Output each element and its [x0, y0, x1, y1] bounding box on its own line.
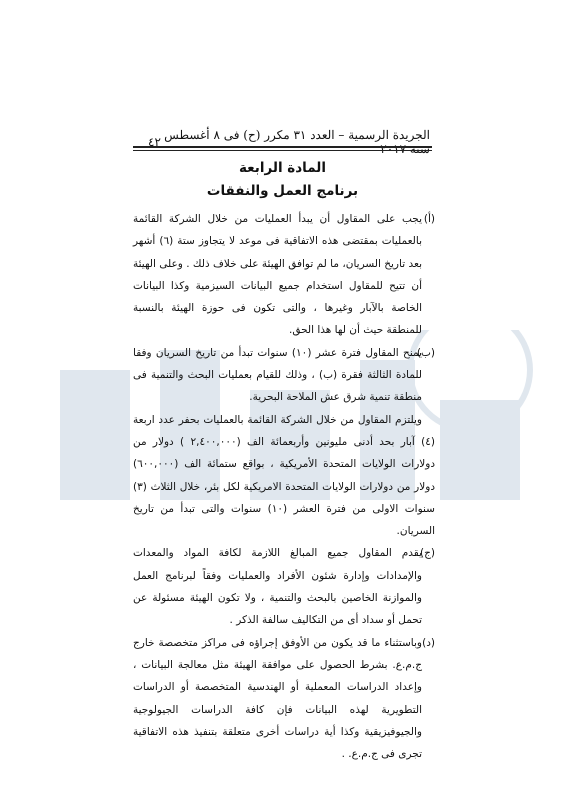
article-body [133, 208, 435, 765]
header-divider-thin [133, 150, 432, 151]
paragraph-mark: (أ) [423, 213, 435, 225]
paragraph-text: يمنح المقاول فترة عشر (١٠) سنوات تبدأ من تاريخ السريان وفقا للمادة الثالثة فقرة (ب) ، وذلك للقيام بعمليات البحث والتنمية فى منطقة تنمية شرق عش الملاحة البحرية. [133, 346, 422, 404]
paragraph-mark: (ب) [416, 346, 435, 359]
paragraph-text: يقدم المقاول جميع المبالغ اللازمة لكافة المواد والمعدات والإمدادات وإدارة شئون الأفراد والعمليات وفقاً لبرنامج العمل والموازنة الخاصين بالبحث والتنمية ، ولا تكون الهيئة مسئولة عن تحمل أو سداد أى من التكاليف سالفة الذكر . [133, 547, 422, 627]
paragraph-d [133, 632, 435, 766]
paragraph-mark: (ج) [420, 547, 435, 560]
page-header [148, 128, 430, 156]
paragraph-mark: (د) [422, 636, 435, 649]
article-title: المادة الرابعة [238, 160, 326, 176]
paragraph-c [133, 542, 435, 631]
paragraph-a [133, 208, 435, 342]
paragraph-text: وباستثناء ما قد يكون من الأوفق إجراؤه فى مراكز متخصصة خارج ج.م.ع. بشرط الحصول على موافقة الهيئة مثل معالجة البيانات ، وإعداد الدراسات المعملية أو الهندسية المتخصصة أو الدراسات التطويرية لهذه البيانات فإن كافة الدراسات الجيولوجية والجيوفيزيقية وكذا أية دراسات أخرى متعلقة بتنفيذ هذه الاتفاقية تجرى فى ج.م.ع. . [133, 636, 422, 761]
paragraph-b [133, 342, 435, 409]
paragraph-text: يجب على المقاول أن يبدأ العمليات من خلال الشركة القائمة بالعمليات بمقتضى هذه الاتفاقية فى موعد لا يتجاوز ستة (٦) أشهر بعد تاريخ السريان، ما لم توافق الهيئة على خلاف ذلك . وعلى الهيئة أن تتيح للمقاول استخدام جميع البيانات السيزمية وكذا البيانات الخاصة بالآبار وغيرها ، والتى تكون فى حوزة الهيئة بالنسبة للمنطقة حيث أن لها هذا الحق. [133, 213, 422, 337]
page-number: ٤٢ [148, 135, 161, 149]
paragraph-text: ويلتزم المقاول من خلال الشركة القائمة بالعمليات بحفر عدد اربعة (٤) آبار بحد أدنى مليونين وأربعمائة الف (٢,٤٠٠,٠٠٠ ) دولار من دولارات الولايات المتحدة الأمريكية ، بواقع ستمائة الف (٦٠٠,٠٠٠) دولار من دولارات الولايات المتحدة الامريكية لكل بئر، خلال الثلاث (٣) سنوات الاولى من فترة العشر (١٠) سنوات والتى تبدأ من تاريخ السريان. [133, 413, 435, 538]
header-divider [133, 146, 432, 148]
paragraph-b-continued [133, 409, 435, 543]
issue-line: الجريدة الرسمية – العدد ٣١ مكرر (ح) فى ٨ أغسطس سنة ٢٠١٧ [164, 128, 430, 156]
article-subtitle: برنامج العمل والنفقات [206, 183, 359, 199]
